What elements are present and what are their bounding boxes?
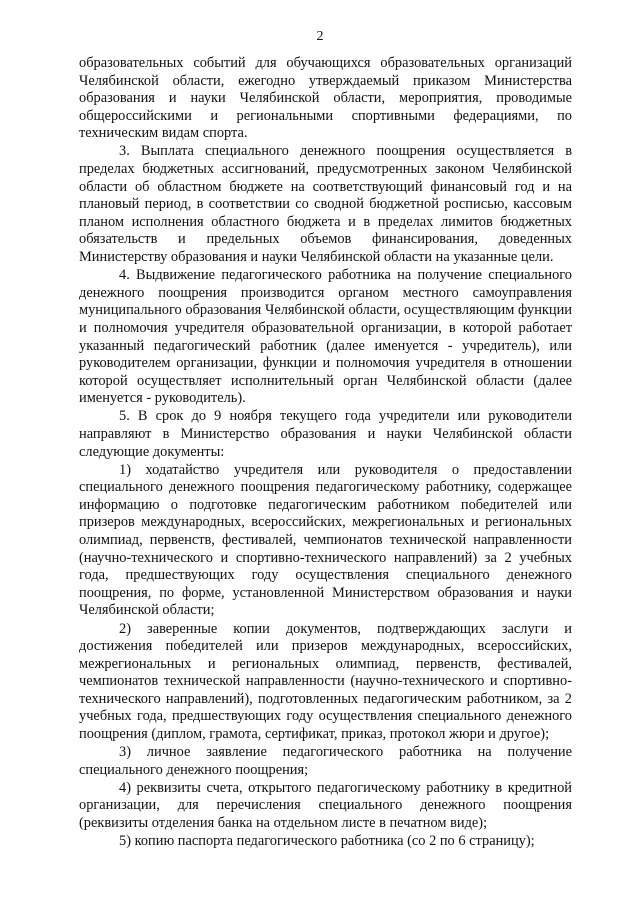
list-item-5: 5) копию паспорта педагогического работника (со 2 по 6 страницу);	[119, 833, 535, 850]
paragraph-continuation: образовательных событий для обучающихся образовательных организаций Челябинской области, ежегодно утверждаемый приказом Министерства образования и науки Челябинской области, мероприятия, проводимые общероссийскими и региональными спортивными федерациями, по техническим видам спорта.	[79, 55, 572, 142]
list-item-3: 3) личное заявление педагогического работника на получение специального денежного поощрения;	[79, 744, 572, 778]
document-body	[79, 55, 572, 851]
list-item-2: 2) заверенные копии документов, подтверждающих заслуги и достижения победителей или призеров международных, всероссийских, межрегиональных и региональных олимпиад, первенств, фестивалей, чемпионатов технической направленности (научно-технического и спортивно-технического направлений), подготовленных педагогическим работником, за 2 учебных года, предшествующих году осуществления специального денежного поощрения (диплом, грамота, сертификат, приказ, протокол жюри и другое);	[79, 620, 572, 743]
paragraph-item-3: 3. Выплата специального денежного поощрения осуществляется в пределах бюджетных ассигнований, предусмотренных законом Челябинской области об областном бюджете на соответствующий финансовый год и на плановый период, в соответствии со сводной бюджетной росписью, кассовым планом исполнения областного бюджета и в пределах лимитов бюджетных обязательств и предельных объемов финансирования, доведенных Министерству образования и науки Челябинской области на указанные цели.	[79, 143, 572, 266]
paragraph-item-5: 5. В срок до 9 ноября текущего года учредители или руководители направляют в Министерство образования и науки Челябинской области следующие документы:	[79, 408, 572, 460]
page-number: 2	[316, 29, 324, 44]
paragraph-item-4: 4. Выдвижение педагогического работника на получение специального денежного поощрения производится органом местного самоуправления муниципального образования Челябинской области, осуществляющим функции и полномочия учредителя образовательной организации, в которой работает указанный педагогический работник (далее именуется - учредитель), или руководителем организации, функции и полномочия учредителя в отношении которой осуществляет исполнительный орган Челябинской области (далее именуется - руководитель).	[79, 267, 572, 407]
list-item-4: 4) реквизиты счета, открытого педагогическому работнику в кредитной организации, для перечисления специального денежного поощрения (реквизиты отделения банка на отдельном листе в печатном виде);	[79, 779, 572, 832]
list-item-1: 1) ходатайство учредителя или руководителя о предоставлении специального денежного поощрения педагогическому работнику, содержащее информацию о подготовке педагогическим работником победителей или призеров международных, всероссийских, межрегиональных и региональных олимпиад, первенств, фестивалей, чемпионатов технической направленности (научно-технического и спортивно-технического направлений) за 2 учебных года, предшествующих году осуществления специального денежного поощрения, по форме, установленной Министерством образования и науки Челябинской области;	[79, 461, 572, 619]
